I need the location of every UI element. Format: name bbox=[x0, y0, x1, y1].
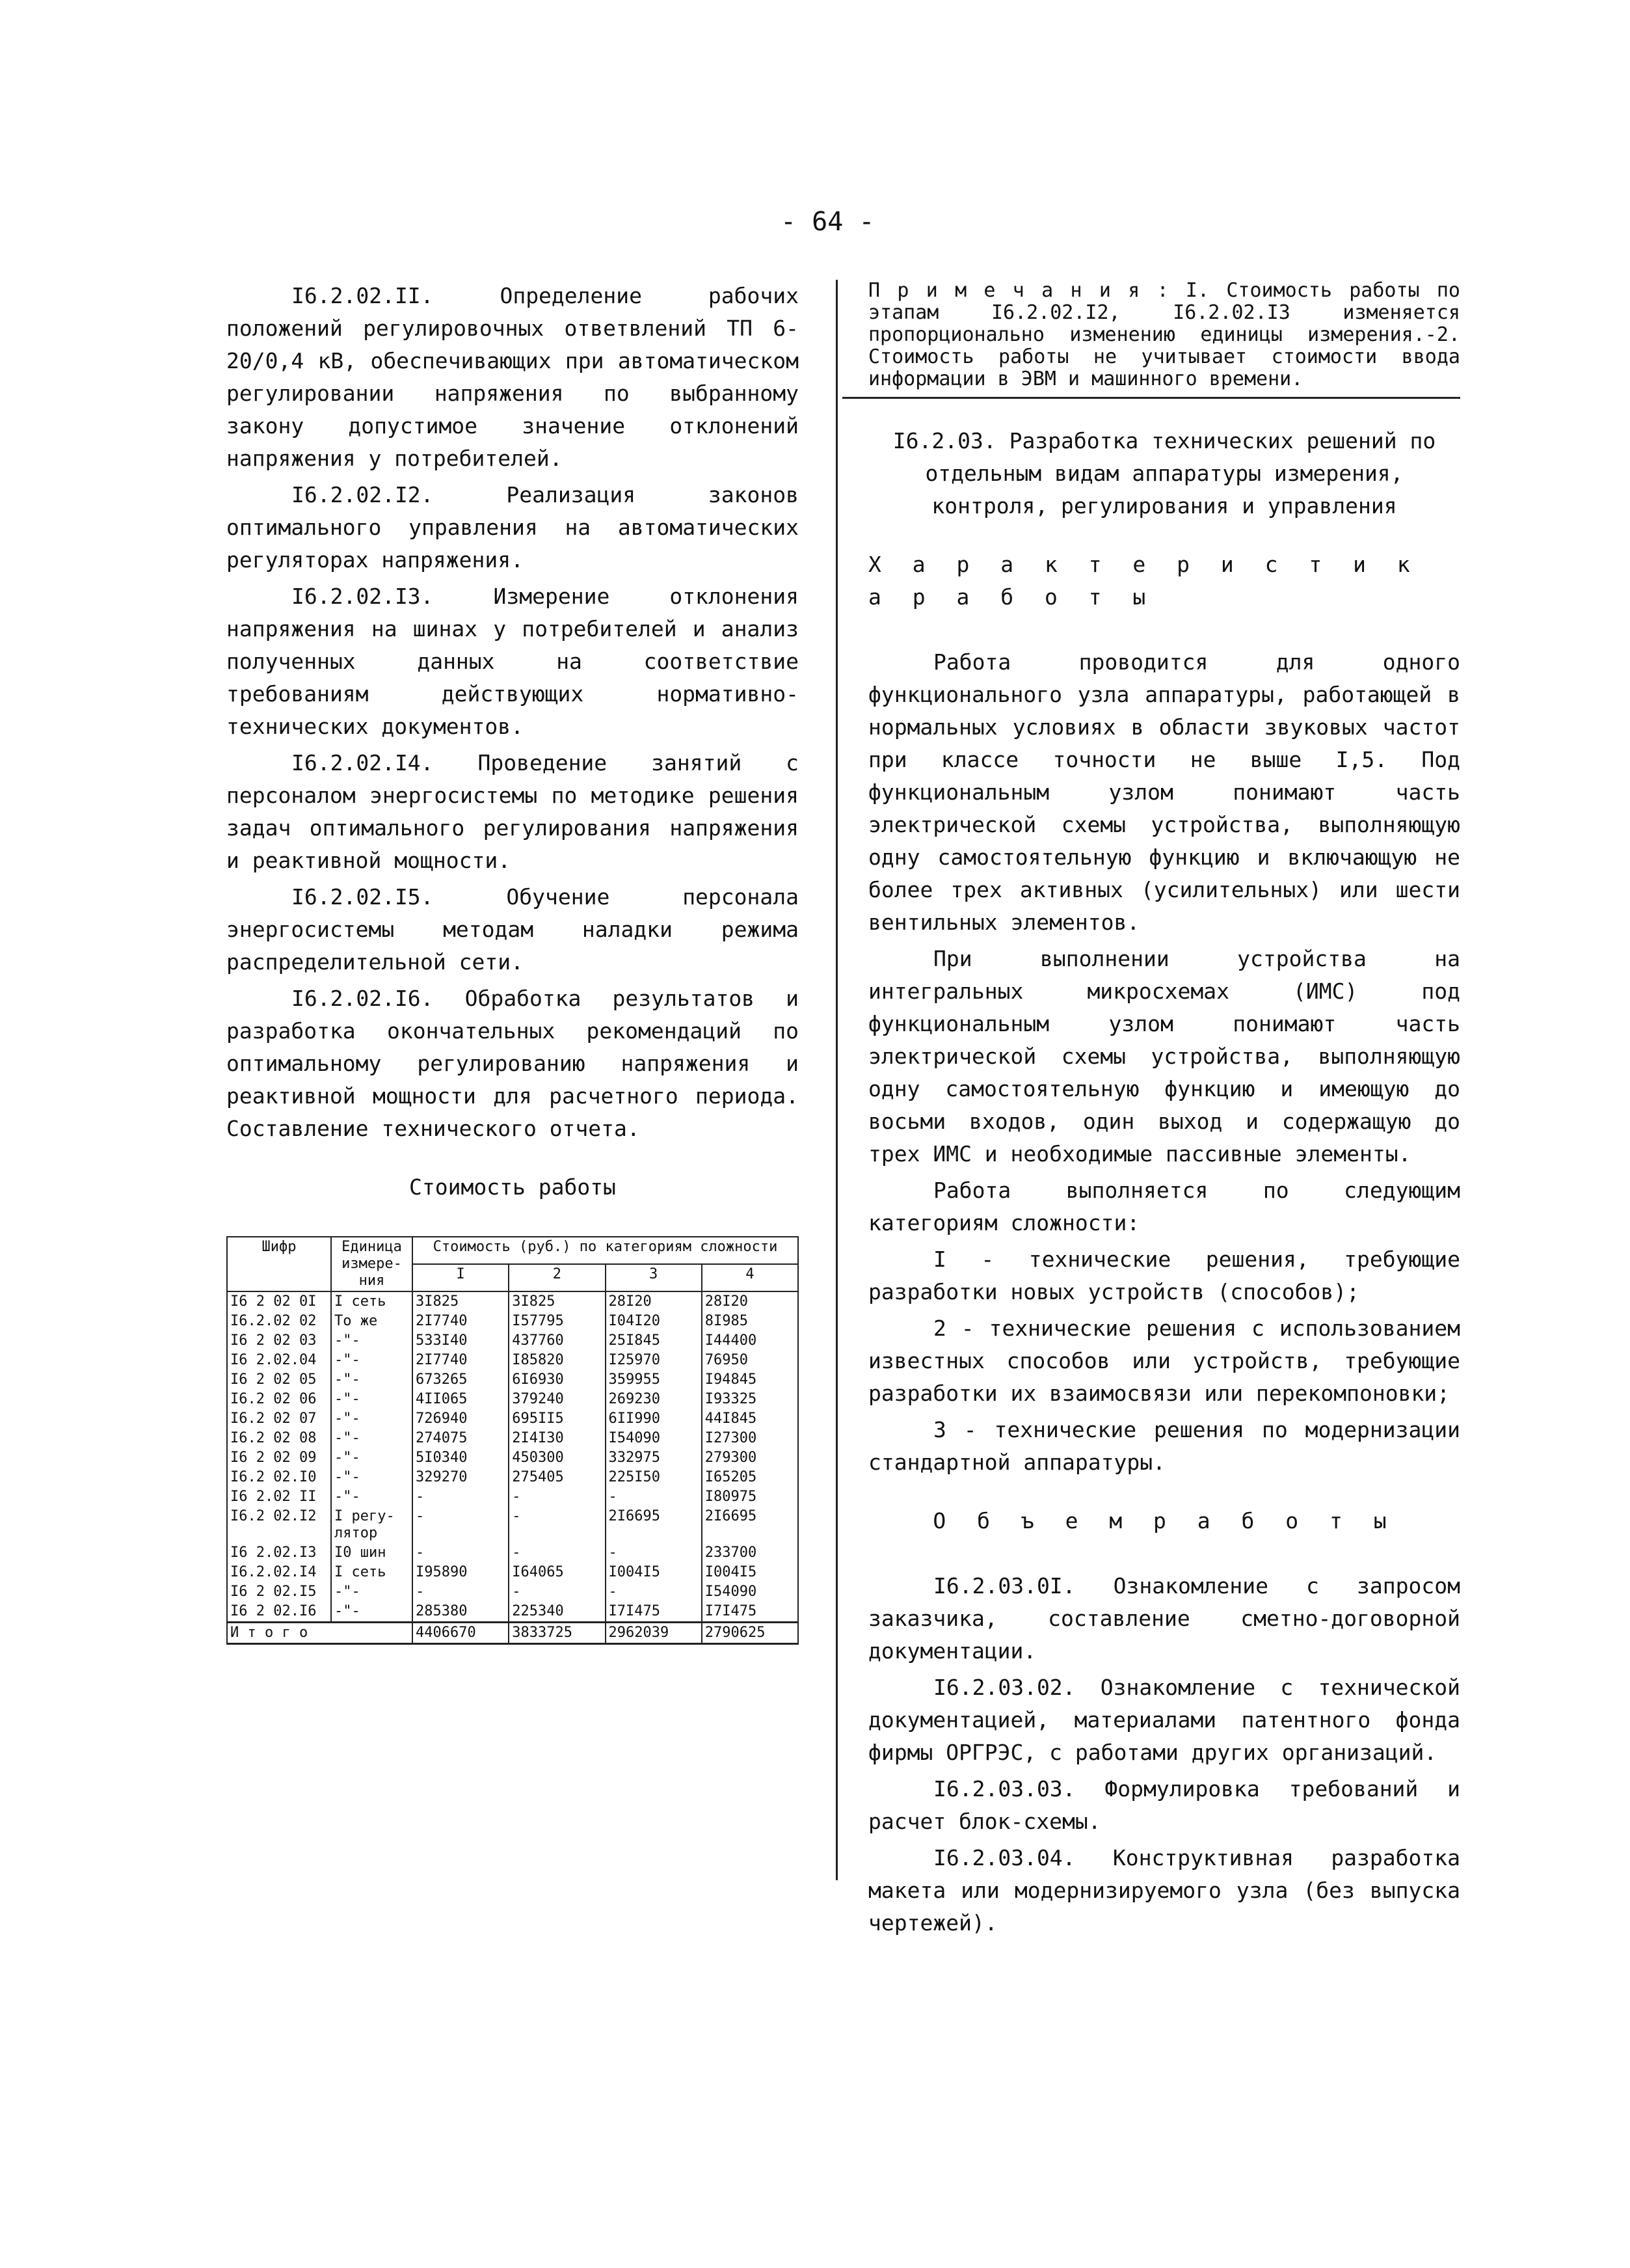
volume-item-3: I6.2.03.03. Формулировка требований и расчет блок-схемы. bbox=[868, 1776, 1460, 1834]
cell-code: I6 2 02 03 bbox=[227, 1331, 331, 1351]
cell-code: I6 2 02.I5 bbox=[227, 1582, 331, 1602]
cell-c3: I04I20 bbox=[606, 1312, 702, 1331]
header-unit: Единица измере-ния bbox=[331, 1237, 412, 1291]
cell-c4: 8I985 bbox=[702, 1312, 798, 1331]
cell-c2: I85820 bbox=[509, 1351, 605, 1370]
cell-code: I6.2 02 07 bbox=[227, 1409, 331, 1429]
cell-c3: 269230 bbox=[606, 1390, 702, 1409]
cell-c2: 6I6930 bbox=[509, 1370, 605, 1390]
notes-rule bbox=[842, 397, 1460, 399]
cell-unit: I сеть bbox=[331, 1563, 412, 1582]
cell-unit: -"- bbox=[331, 1602, 412, 1623]
table-row bbox=[227, 1390, 798, 1409]
cell-c3: 332975 bbox=[606, 1448, 702, 1468]
cell-unit: То же bbox=[331, 1312, 412, 1331]
cell-c3: - bbox=[606, 1582, 702, 1602]
cell-c4: I27300 bbox=[702, 1429, 798, 1448]
cell-unit: -"- bbox=[331, 1331, 412, 1351]
cell-c1: - bbox=[412, 1507, 509, 1543]
table-row bbox=[227, 1370, 798, 1390]
cell-unit: -"- bbox=[331, 1582, 412, 1602]
cell-c1: - bbox=[412, 1543, 509, 1563]
header-category-1: I bbox=[412, 1264, 509, 1291]
section-title: I6.2.03. Разработка технических решений по отдельным видам аппаратуры измерения, контроля, регулирования и управления bbox=[892, 428, 1436, 519]
cell-c3: 2I6695 bbox=[606, 1507, 702, 1543]
cell-c1: 533I40 bbox=[412, 1331, 509, 1351]
total-row bbox=[227, 1623, 798, 1644]
cell-code: I6 2 02 09 bbox=[227, 1448, 331, 1468]
header-code: Шифр bbox=[227, 1237, 331, 1291]
cell-c1: 726940 bbox=[412, 1409, 509, 1429]
cell-c2: - bbox=[509, 1582, 605, 1602]
cell-unit: I регу-лятор bbox=[331, 1507, 412, 1543]
table-row bbox=[227, 1563, 798, 1582]
cell-c4: 44I845 bbox=[702, 1409, 798, 1429]
cell-code: I6.2 02 08 bbox=[227, 1429, 331, 1448]
cell-c3: 25I845 bbox=[606, 1331, 702, 1351]
paragraph-16-2-02-12: I6.2.02.I2. Реализация законов оптимального управления на автоматических регуляторах напряжения. bbox=[226, 482, 799, 573]
table-row bbox=[227, 1487, 798, 1507]
table-row bbox=[227, 1448, 798, 1468]
total-cat-1: 4406670 bbox=[412, 1623, 509, 1644]
cell-c4: I004I5 bbox=[702, 1563, 798, 1582]
cell-c3: I004I5 bbox=[606, 1563, 702, 1582]
cell-c4: 76950 bbox=[702, 1351, 798, 1370]
cell-c2: 3I825 bbox=[509, 1291, 605, 1312]
paragraph-16-2-02-15: I6.2.02.I5. Обучение персонала энергосистемы методам наладки режима распределительной сети. bbox=[226, 884, 799, 975]
cell-unit: -"- bbox=[331, 1370, 412, 1390]
page-number: - 64 - bbox=[781, 207, 875, 237]
cell-code: I6 2 02 0I bbox=[227, 1291, 331, 1312]
cost-table bbox=[226, 1236, 799, 1645]
cell-unit: -"- bbox=[331, 1487, 412, 1507]
cost-table-title: Стоимость работы bbox=[409, 1174, 616, 1200]
cell-c1: - bbox=[412, 1582, 509, 1602]
volume-item-4: I6.2.03.04. Конструктивная разработка макета или модернизируемого узла (без выпуска чертежей). bbox=[868, 1845, 1460, 1936]
cell-c2: 450300 bbox=[509, 1448, 605, 1468]
category-3: 3 - технические решения по модернизации стандартной аппаратуры. bbox=[868, 1417, 1460, 1475]
cell-unit: -"- bbox=[331, 1390, 412, 1409]
header-category-3: 3 bbox=[606, 1264, 702, 1291]
cell-c4: 2I6695 bbox=[702, 1507, 798, 1543]
cell-c4: 233700 bbox=[702, 1543, 798, 1563]
cell-unit: -"- bbox=[331, 1448, 412, 1468]
char-paragraph-1: Работа проводится для одного функционального узла аппаратуры, работающей в нормальных условиях в области звуковых частот при классе точности не выше I,5. Под функциональным узлом понимают часть электрической схемы устройства, выполняющую одну самостоятельную функцию и включающую не более трех активных (усилительных) или шести вентильных элементов. bbox=[868, 649, 1460, 935]
cell-unit: -"- bbox=[331, 1409, 412, 1429]
header-cost: Стоимость (руб.) по категориям сложности bbox=[412, 1237, 798, 1264]
cell-c2: 2I4I30 bbox=[509, 1429, 605, 1448]
total-cat-4: 2790625 bbox=[702, 1623, 798, 1644]
cell-code: I6 2 02.I6 bbox=[227, 1602, 331, 1623]
paragraph-16-2-02-16: I6.2.02.I6. Обработка результатов и разработка окончательных рекомендаций по оптимальному регулированию напряжения и реактивной мощности для расчетного периода. Составление технического отчета. bbox=[226, 986, 799, 1141]
cell-c2: - bbox=[509, 1487, 605, 1507]
cell-c2: 437760 bbox=[509, 1331, 605, 1351]
cell-code: I6.2.02 02 bbox=[227, 1312, 331, 1331]
cell-code: I6.2 02.I2 bbox=[227, 1507, 331, 1543]
total-cat-2: 3833725 bbox=[509, 1623, 605, 1644]
cell-c3: I54090 bbox=[606, 1429, 702, 1448]
total-cat-3: 2962039 bbox=[606, 1623, 702, 1644]
volume-heading: О б ъ е м р а б о т ы bbox=[933, 1508, 1396, 1533]
cell-c1: 274075 bbox=[412, 1429, 509, 1448]
char-paragraph-2: При выполнении устройства на интегральных микросхемах (ИМС) под функциональным узлом понимают часть электрической схемы устройства, выполняющую одну самостоятельную функцию и имеющую до восьми входов, один выход и содержащую до трех ИМС и необходимые пассивные элементы. bbox=[868, 946, 1460, 1167]
cell-c4: I44400 bbox=[702, 1331, 798, 1351]
cell-c1: 4II065 bbox=[412, 1390, 509, 1409]
cell-unit: I0 шин bbox=[331, 1543, 412, 1563]
cell-unit: I сеть bbox=[331, 1291, 412, 1312]
cell-c4: I93325 bbox=[702, 1390, 798, 1409]
table-row bbox=[227, 1351, 798, 1370]
cell-c4: I80975 bbox=[702, 1487, 798, 1507]
cell-c1: 329270 bbox=[412, 1468, 509, 1487]
cell-c2: 695II5 bbox=[509, 1409, 605, 1429]
cell-code: I6 2.02.I3 bbox=[227, 1543, 331, 1563]
cell-c1: I95890 bbox=[412, 1563, 509, 1582]
cell-c2: I64065 bbox=[509, 1563, 605, 1582]
cell-c3: I7I475 bbox=[606, 1602, 702, 1623]
cell-c3: I25970 bbox=[606, 1351, 702, 1370]
cell-c2: - bbox=[509, 1543, 605, 1563]
paragraph-16-2-02-14: I6.2.02.I4. Проведение занятий с персоналом энергосистемы по методике решения задач оптимального регулирования напряжения и реактивной мощности. bbox=[226, 750, 799, 873]
table-row bbox=[227, 1602, 798, 1623]
paragraph-16-2-02-11: I6.2.02.II. Определение рабочих положений регулировочных ответвлений ТП 6-20/0,4 кВ, обеспечивающих при автоматическом регулировании напряжения по выбранному закону допустимое значение отклонений напряжения у потребителей. bbox=[226, 283, 799, 471]
cell-c2: 225340 bbox=[509, 1602, 605, 1623]
column-divider bbox=[836, 280, 838, 1880]
cell-unit: -"- bbox=[331, 1351, 412, 1370]
cell-c1: 2I7740 bbox=[412, 1312, 509, 1331]
category-1: I - технические решения, требующие разработки новых устройств (способов); bbox=[868, 1247, 1460, 1304]
cell-c4: I54090 bbox=[702, 1582, 798, 1602]
left-column bbox=[226, 280, 799, 1645]
category-2: 2 - технические решения с использованием известных способов или устройств, требующие разработки их взаимосвязи или перекомпоновки; bbox=[868, 1316, 1460, 1406]
cell-c4: I7I475 bbox=[702, 1602, 798, 1623]
volume-item-2: I6.2.03.02. Ознакомление с технической документацией, материалами патентного фонда фирмы ОРГРЭС, с работами других организаций. bbox=[868, 1675, 1460, 1765]
table-row bbox=[227, 1582, 798, 1602]
cell-code: I6.2 02 06 bbox=[227, 1390, 331, 1409]
paragraph-16-2-02-13: I6.2.02.I3. Измерение отклонения напряжения на шинах у потребителей и анализ полученных данных на соответствие требованиям действующих нормативно-технических документов. bbox=[226, 584, 799, 739]
cell-code: I6 2 02 05 bbox=[227, 1370, 331, 1390]
right-column bbox=[868, 280, 1460, 1943]
cell-code: I6 2.02 II bbox=[227, 1487, 331, 1507]
cell-unit: -"- bbox=[331, 1429, 412, 1448]
notes: П р и м е ч а н и я : I. Стоимость работы по этапам I6.2.02.I2, I6.2.02.I3 изменяется пропорционально изменению единицы измерения.-2. Стоимость работы не учитывает стоимости ввода информации в ЭВМ и машинного времени. bbox=[868, 279, 1460, 390]
cell-c3: 359955 bbox=[606, 1370, 702, 1390]
cell-c1: 3I825 bbox=[412, 1291, 509, 1312]
header-category-2: 2 bbox=[509, 1264, 605, 1291]
cell-c1: 2I7740 bbox=[412, 1351, 509, 1370]
cell-c1: 5I0340 bbox=[412, 1448, 509, 1468]
table-row bbox=[227, 1409, 798, 1429]
cell-c1: - bbox=[412, 1487, 509, 1507]
total-label: И т о г о bbox=[227, 1623, 412, 1644]
volume-item-1: I6.2.03.0I. Ознакомление с запросом заказчика, составление сметно-договорной документации. bbox=[868, 1573, 1460, 1664]
table-row bbox=[227, 1331, 798, 1351]
header-category-4: 4 bbox=[702, 1264, 798, 1291]
table-row bbox=[227, 1468, 798, 1487]
cell-c2: 275405 bbox=[509, 1468, 605, 1487]
cell-code: I6.2 02.I0 bbox=[227, 1468, 331, 1487]
cell-c3: - bbox=[606, 1543, 702, 1563]
cell-c3: 28I20 bbox=[606, 1291, 702, 1312]
cell-c2: I57795 bbox=[509, 1312, 605, 1331]
table-row bbox=[227, 1312, 798, 1331]
table-row bbox=[227, 1429, 798, 1448]
table-row bbox=[227, 1291, 798, 1312]
table-row bbox=[227, 1543, 798, 1563]
cell-c3: - bbox=[606, 1487, 702, 1507]
cell-c1: 285380 bbox=[412, 1602, 509, 1623]
cost-table-body bbox=[227, 1291, 798, 1623]
cell-code: I6.2.02.I4 bbox=[227, 1563, 331, 1582]
cell-c2: - bbox=[509, 1507, 605, 1543]
table-row bbox=[227, 1507, 798, 1543]
cell-c4: I65205 bbox=[702, 1468, 798, 1487]
cell-c3: 6II990 bbox=[606, 1409, 702, 1429]
cell-c4: I94845 bbox=[702, 1370, 798, 1390]
cell-unit: -"- bbox=[331, 1468, 412, 1487]
cell-c2: 379240 bbox=[509, 1390, 605, 1409]
cell-c4: 28I20 bbox=[702, 1291, 798, 1312]
cell-c4: 279300 bbox=[702, 1448, 798, 1468]
cell-c3: 225I50 bbox=[606, 1468, 702, 1487]
cell-code: I6 2.02.04 bbox=[227, 1351, 331, 1370]
characteristic-heading: Х а р а к т е р и с т и к а р а б о т ы bbox=[868, 552, 1419, 610]
char-paragraph-3: Работа выполняется по следующим категориям сложности: bbox=[868, 1178, 1460, 1235]
cell-c1: 673265 bbox=[412, 1370, 509, 1390]
